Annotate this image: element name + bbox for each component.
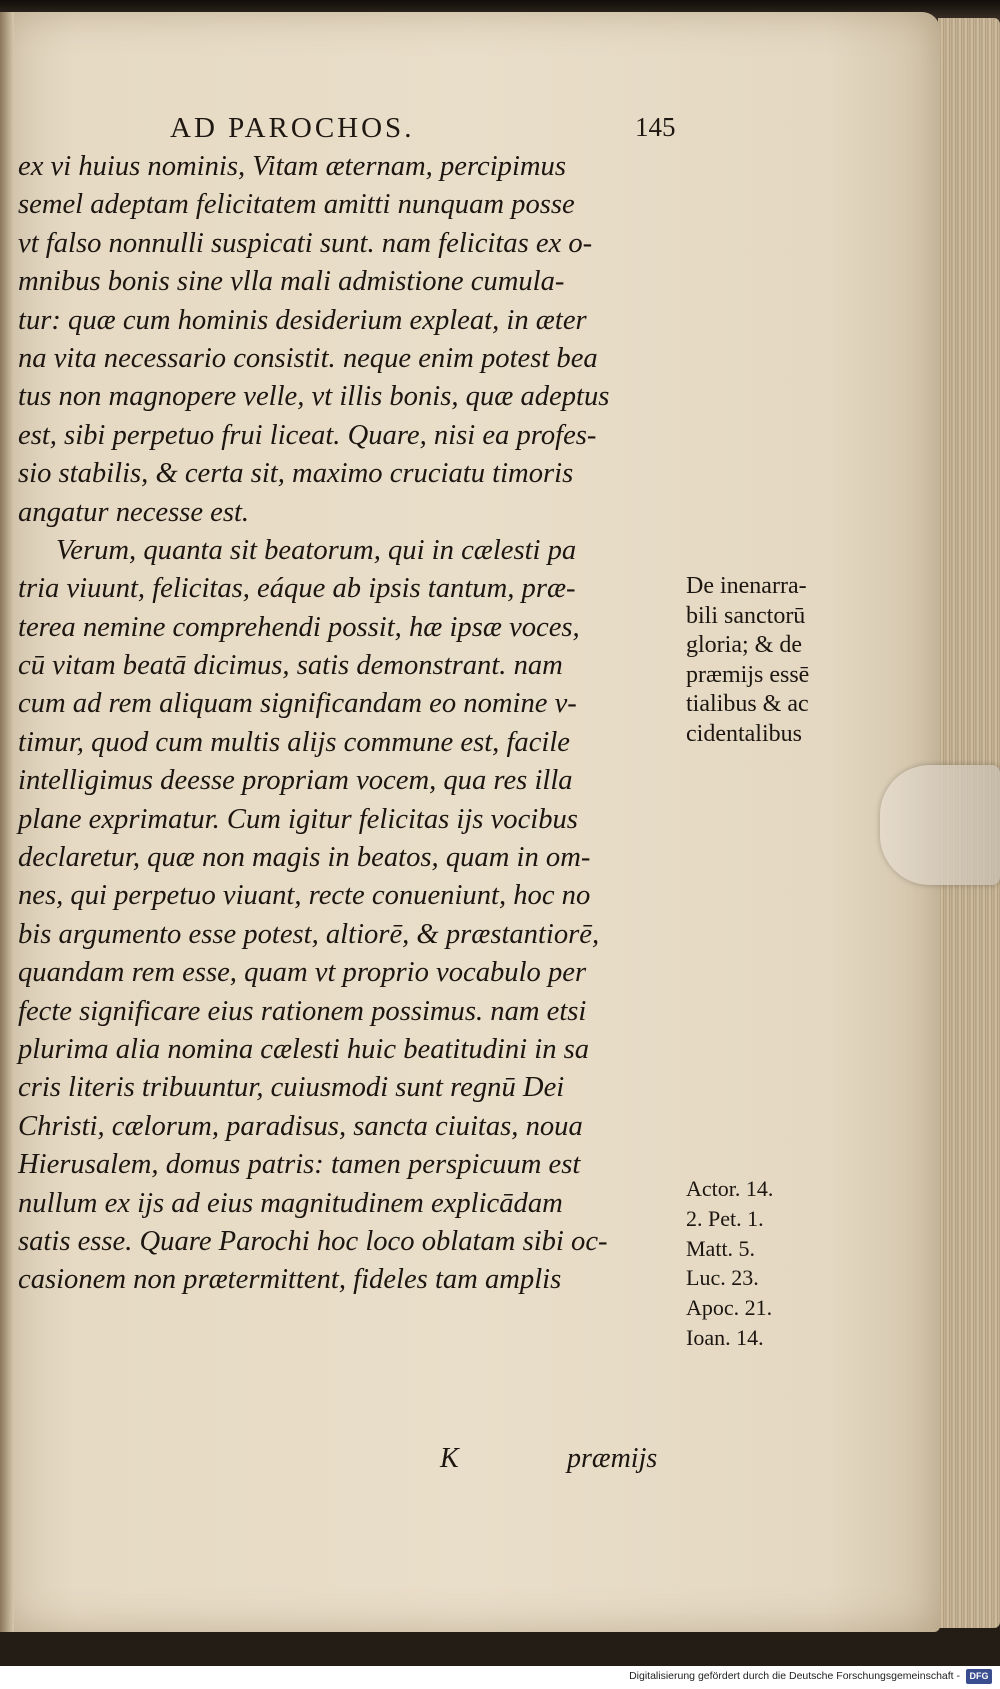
text-line: mnibus bonis sine vlla mali admistione cumula- <box>18 266 565 298</box>
text-line: quandam rem esse, quam vt proprio vocabulo per <box>18 957 587 989</box>
text-line: Verum, quanta sit beatorum, qui in cælesti pa <box>56 534 577 566</box>
running-title: AD PAROCHOS. <box>170 112 415 144</box>
margin-note-line: tialibus & ac <box>686 691 809 717</box>
margin-note-line: gloria; & de <box>686 632 802 658</box>
page-clip-marker <box>880 765 1000 885</box>
binding-gutter <box>0 12 14 1632</box>
page-number: 145 <box>635 112 676 142</box>
text-line: est, sibi perpetuo frui liceat. Quare, nisi ea profes- <box>18 419 597 451</box>
text-line: tur: quæ cum hominis desiderium expleat, in æter <box>18 304 587 336</box>
signature-mark: K <box>440 1443 459 1474</box>
citation-line: Matt. 5. <box>686 1235 756 1261</box>
dfg-logo-icon: DFG <box>966 1669 992 1684</box>
text-line: declaretur, quæ non magis in beatos, quam in om- <box>18 842 591 874</box>
text-line: casionem non prætermittent, fideles tam amplis <box>18 1264 562 1296</box>
text-line: fecte significare eius rationem possimus. nam etsi <box>18 995 587 1027</box>
text-line: cum ad rem aliquam significandam eo nomine v- <box>18 688 577 720</box>
text-line: semel adeptam felicitatem amitti nunquam posse <box>18 189 575 221</box>
text-line: vt falso nonnulli suspicati sunt. nam felicitas ex o- <box>18 227 593 259</box>
text-line: cris literis tribuuntur, cuiusmodi sunt regnū Dei <box>18 1072 565 1104</box>
text-line: plane exprimatur. Cum igitur felicitas ijs vocibus <box>18 803 578 835</box>
citation-line: 2. Pet. 1. <box>686 1205 764 1231</box>
citation-line: Apoc. 21. <box>686 1295 773 1321</box>
text-line: na vita necessario consistit. neque enim potest bea <box>18 342 598 374</box>
text-line: angatur necesse est. <box>18 496 250 528</box>
margin-citations <box>686 1174 836 1353</box>
text-line: cū vitam beatā dicimus, satis demonstrant. nam <box>18 650 563 682</box>
catchword: præmijs <box>567 1443 658 1474</box>
margin-note-line: De inenarra- <box>686 573 807 599</box>
page-header <box>170 112 690 152</box>
text-line: nullum ex ijs ad eius magnitudinem explicādam <box>18 1187 563 1219</box>
margin-note-line: bili sanctorū <box>686 602 806 629</box>
text-line: Hierusalem, domus patris: tamen perspicuum est <box>18 1149 581 1181</box>
margin-note <box>686 572 856 749</box>
text-line: tria viuunt, felicitas, eáque ab ipsis tantum, præ- <box>18 573 576 605</box>
text-line: tus non magnopere velle, vt illis bonis, quæ adeptus <box>18 381 610 413</box>
text-line: timur, quod cum multis alijs commune est, facile <box>18 726 570 758</box>
citation-line: Actor. 14. <box>686 1176 774 1201</box>
text-line: intelligimus deesse propriam vocem, qua res illa <box>18 765 573 797</box>
text-line: ex vi huius nominis, Vitam æternam, percipimus <box>18 151 566 182</box>
text-line: satis esse. Quare Parochi hoc loco oblatam sibi oc- <box>18 1225 608 1257</box>
text-line: bis argumento esse potest, altiorē, & præstantiorē, <box>18 918 600 950</box>
footer-credit: Digitalisierung gefördert durch die Deutsche Forschungsgemeinschaft - <box>629 1670 960 1682</box>
body-text <box>18 148 678 1300</box>
margin-note-line: præmijs essē <box>686 661 810 688</box>
margin-note-line: cidentalibus <box>686 720 802 747</box>
text-line: plurima alia nomina cælesti huic beatitudini in sa <box>18 1033 590 1065</box>
text-line: sio stabilis, & certa sit, maximo cruciatu timoris <box>18 458 574 490</box>
citation-line: Luc. 23. <box>686 1265 759 1291</box>
footer-bar <box>0 1666 1000 1689</box>
citation-line: Ioan. 14. <box>686 1324 764 1350</box>
text-line: nes, qui perpetuo viuant, recte conueniunt, hoc no <box>18 880 591 912</box>
text-line: terea nemine comprehendi possit, hæ ipsæ voces, <box>18 611 580 643</box>
text-line: Christi, cælorum, paradisus, sancta ciuitas, noua <box>18 1110 583 1142</box>
